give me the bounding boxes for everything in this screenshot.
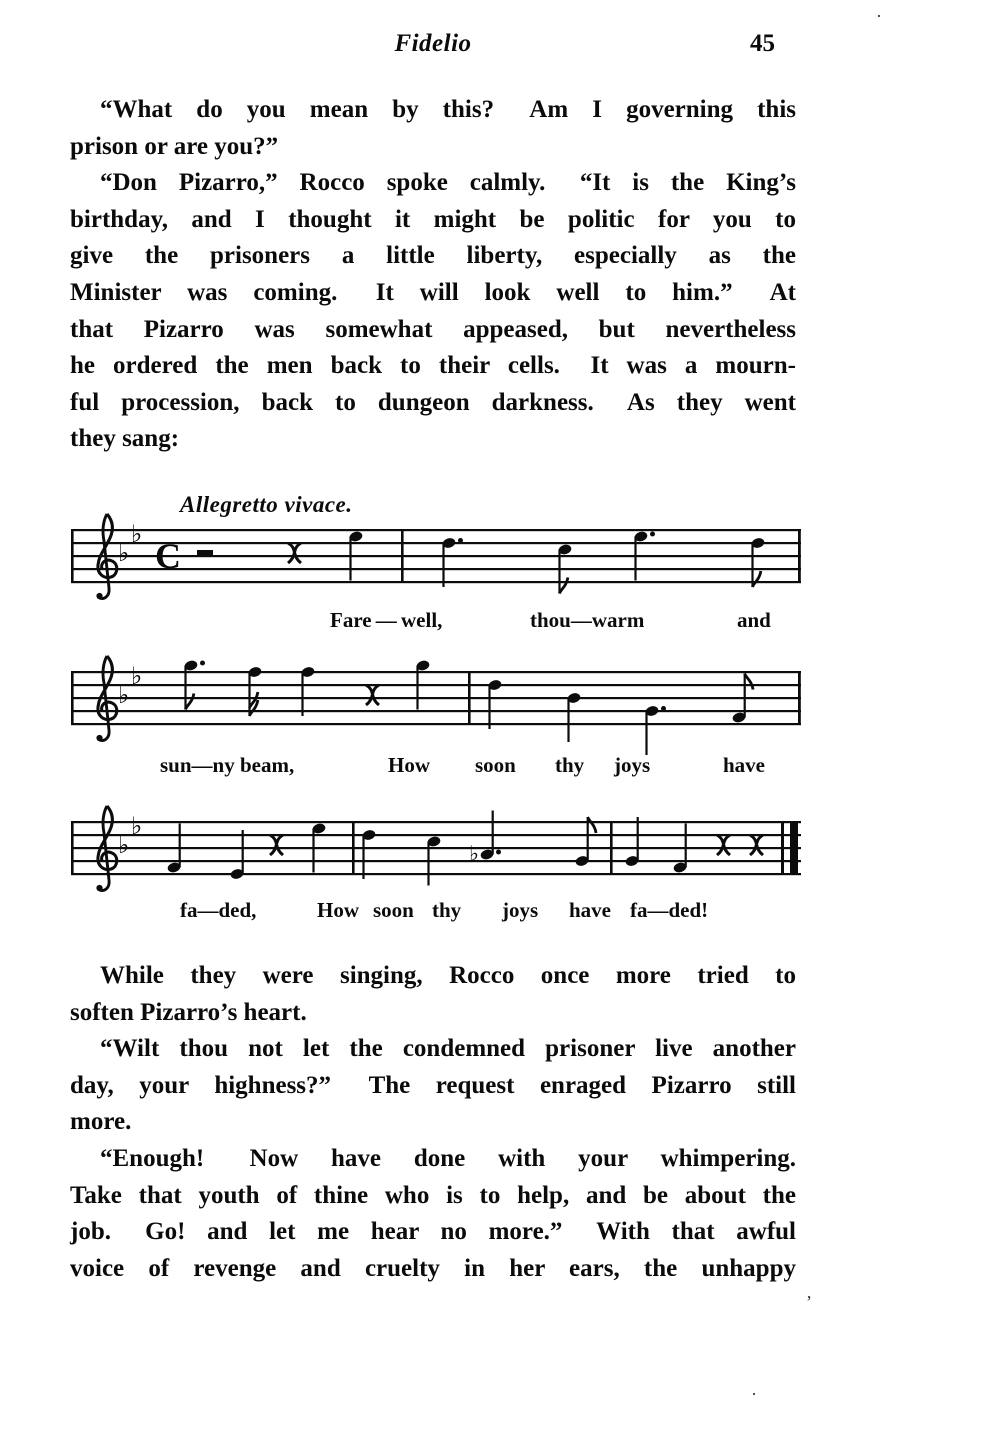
text-line: While they were singing, Rocco once more tried to [100,962,796,989]
note-icon [575,817,596,867]
scan-speck: · [751,1384,757,1404]
lyric-syllable: soon [373,898,414,922]
note-icon [645,705,666,755]
paragraph [70,958,796,1031]
lyric-syllable: Fare — well, [330,608,443,632]
note-icon [248,666,263,716]
note-icon [230,830,245,880]
body-text-upper [70,92,796,458]
quarter-rest-icon [750,835,763,855]
lyric-syllable: fa—ded! [630,898,709,922]
note-icon [488,679,503,729]
paragraph [70,1141,796,1287]
text-line: birthday, and I thought it might be politic for you to [70,205,796,233]
page-title: Fidelio [394,30,472,57]
tempo-marking: Allegretto vivace. [180,492,353,517]
note-icon [442,537,463,587]
page-number: 45 [750,30,775,57]
flat-sign-icon: ♭ [118,681,130,709]
lyric-syllable: fa—ded, [180,898,257,922]
half-rest-icon [197,550,213,556]
text-line: more. [70,1108,132,1136]
text-line: Minister was coming. It will look well to him.” At [70,278,796,306]
time-signature: C [155,536,181,576]
lyric-syllable: soon [475,753,516,777]
text-line: “Wilt thou not let the condemned prisoner live another [100,1035,796,1063]
text-line: “Enough! Now have done with your whimpering. [100,1144,796,1172]
flat-sign-icon: ♭ [131,520,143,548]
quarter-rest-icon [288,543,301,563]
text-line: “Don Pizarro,” Rocco spoke calmly. “It is the King’s [100,169,796,197]
note-icon [301,666,316,716]
paragraph [70,92,796,165]
lyric-syllable: and [737,608,771,632]
flat-sign-icon: ♭ [118,831,130,859]
note-icon [362,829,377,879]
lyric-syllable: thy [432,898,462,922]
body-text-lower [70,958,796,1287]
note-icon [625,817,640,867]
text-line: day, your highness?” The request enraged Pizarro still [70,1071,796,1099]
text-line: ful procession, back to dungeon darkness. As they went [70,388,796,416]
music-system [65,637,810,772]
text-line: job. Go! and let me hear no more.” With that awful [70,1218,796,1246]
quarter-rest-icon [717,835,730,855]
quarter-rest-icon [270,835,283,855]
flat-sign-icon: ♭ [131,812,143,840]
lyric-syllable: sun—ny beam, [160,753,295,777]
lyric-syllable: joys [502,898,539,922]
scan-speck: · [876,6,882,26]
lyric-syllable: thy [555,753,585,777]
note-icon [469,811,501,866]
text-line: Take that youth of thine who is to help, and be about the [70,1181,796,1209]
lyric-syllable: How [388,753,430,777]
paragraph [70,1031,796,1141]
flat-sign-icon: ♭ [118,539,130,567]
lyric-syllable: have [723,753,765,777]
scan-speck: ’ [806,1292,812,1312]
text-line: that Pizarro was somewhat appeased, but nevertheless [70,315,796,343]
quarter-rest-icon [366,685,379,705]
note-icon [751,537,766,587]
music-score [65,492,810,962]
flat-sign-icon: ♭ [131,662,143,690]
text-line: they sang: [70,425,180,453]
lyric-syllable: How [317,898,359,922]
text-line: “What do you mean by this? Am I governing this [100,96,796,123]
text-line: soften Pizarro’s heart. [70,998,307,1026]
text-line: give the prisoners a little liberty, especially as the [70,242,796,270]
svg-text:♭: ♭ [469,841,479,866]
text-line: voice of revenge and cruelty in her ears, the unhappy [70,1254,796,1282]
lyric-syllable: joys [614,753,651,777]
text-line: he ordered the men back to their cells. It was a mourn- [70,352,796,380]
lyric-syllable: thou—warm [530,608,645,632]
paragraph [70,165,796,458]
note-icon [567,692,582,742]
text-line: prison or are you?” [70,132,279,160]
lyric-syllable: have [569,898,611,922]
